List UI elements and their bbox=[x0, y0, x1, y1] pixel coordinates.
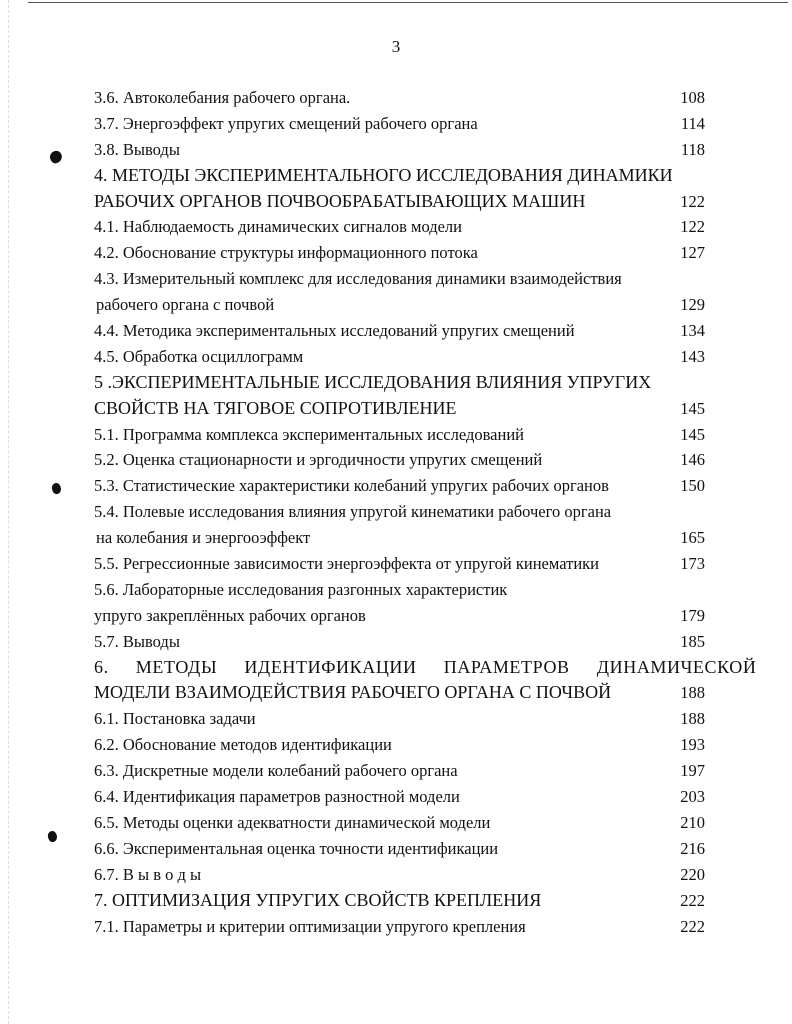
toc-page-number: 146 bbox=[680, 450, 705, 470]
toc-page-number: 188 bbox=[680, 683, 705, 703]
toc-page-number: 150 bbox=[680, 476, 705, 496]
toc-page-number: 197 bbox=[680, 761, 705, 781]
toc-entry: 5.6. Лабораторные исследования разгонных характеристик bbox=[94, 579, 508, 599]
toc-entry: 6.7. В ы в о д ы 220 bbox=[94, 862, 708, 888]
scan-left-edge bbox=[8, 0, 9, 1024]
toc-entry: 6.6. Экспериментальная оценка точности идентификации 216 bbox=[94, 836, 708, 862]
toc-page-number: 222 bbox=[680, 916, 705, 936]
toc-page-number: 193 bbox=[680, 735, 705, 755]
toc-entry: 6.4. Идентификация параметров разностной модели 203 bbox=[94, 784, 708, 810]
toc-page-number: 203 bbox=[680, 787, 705, 807]
toc-entry: 5.4. Полевые исследования влияния упругой кинематики рабочего органа bbox=[94, 502, 612, 522]
toc-page-number: 108 bbox=[680, 88, 705, 107]
toc-chapter-heading: 4. МЕТОДЫ ЭКСПЕРИМЕНТАЛЬНОГО ИССЛЕДОВАНИЯ ДИНАМИКИ bbox=[94, 164, 673, 185]
toc-chapter-heading: 5 .ЭКСПЕРИМЕНТАЛЬНЫЕ ИССЛЕДОВАНИЯ ВЛИЯНИЯ УПРУГИХ bbox=[94, 371, 652, 392]
toc-entry: 5.3. Статистические характеристики колебаний упругих рабочих органов 150 bbox=[94, 473, 708, 499]
toc-page-number: 118 bbox=[680, 139, 705, 159]
toc-entry: 4.3. Измерительный комплекс для исследования динамики взаимодействия bbox=[94, 269, 622, 289]
toc-page-number: 222 bbox=[680, 890, 705, 910]
toc-entry: 6.3. Дискретные модели колебаний рабочего органа 197 bbox=[94, 758, 708, 784]
toc-page-number: 220 bbox=[680, 864, 705, 884]
toc-entry: рабочего органа с почвой 129 bbox=[94, 292, 708, 318]
toc-page-number: 143 bbox=[680, 346, 705, 366]
toc-chapter-heading: РАБОЧИХ ОРГАНОВ ПОЧВООБРАБАТЫВАЮЩИХ МАШИН 122 bbox=[94, 189, 708, 215]
toc-entry: 5.1. Программа комплекса экспериментальных исследований 145 bbox=[94, 422, 708, 448]
toc-page-number: 134 bbox=[680, 321, 705, 341]
toc-entry: 4.4. Методика экспериментальных исследований упругих смещений 134 bbox=[94, 318, 708, 344]
toc-entry: 4.2. Обоснование структуры информационного потока 127 bbox=[94, 240, 708, 266]
binder-hole-mark bbox=[50, 482, 62, 495]
toc-chapter-heading: СВОЙСТВ НА ТЯГОВОЕ СОПРОТИВЛЕНИЕ 145 bbox=[94, 396, 708, 422]
toc-page-number: 216 bbox=[680, 838, 705, 858]
toc-chapter-heading: МОДЕЛИ ВЗАИМОДЕЙСТВИЯ РАБОЧЕГО ОРГАНА С ПОЧВОЙ 188 bbox=[94, 680, 708, 706]
toc-entry: 4.1. Наблюдаемость динамических сигналов модели 122 bbox=[94, 214, 708, 240]
toc-entry: 3.7. Энергоэффект упругих смещений рабочего органа 114 bbox=[94, 111, 708, 137]
binder-hole-mark bbox=[46, 830, 58, 843]
toc-entry: 6.1. Постановка задачи 188 bbox=[94, 706, 708, 732]
toc-entry: 7.1. Параметры и критерии оптимизации упругого крепления 222 bbox=[94, 914, 708, 940]
toc-entry: 3.8. Выводы 118 bbox=[94, 137, 708, 163]
toc-page-number: 165 bbox=[680, 528, 705, 548]
toc-page-number: 122 bbox=[680, 217, 705, 237]
toc-entry: 3.6. Автоколебания рабочего органа. 108 bbox=[94, 85, 708, 111]
table-of-contents bbox=[94, 85, 757, 939]
toc-entry: 6.5. Методы оценки адекватности динамической модели 210 bbox=[94, 810, 708, 836]
toc-chapter-heading: 7. ОПТИМИЗАЦИЯ УПРУГИХ СВОЙСТВ КРЕПЛЕНИЯ 222 bbox=[94, 888, 708, 914]
toc-page-number: 185 bbox=[680, 631, 705, 651]
toc-page-number: 188 bbox=[680, 709, 705, 729]
scan-top-edge bbox=[28, 2, 788, 3]
toc-entry: 6.2. Обоснование методов идентификации 193 bbox=[94, 732, 708, 758]
toc-entry: 5.2. Оценка стационарности и эргодичности упругих смещений 146 bbox=[94, 447, 708, 473]
toc-entry: 5.5. Регрессионные зависимости энергоэффекта от упругой кинематики 173 bbox=[94, 551, 708, 577]
toc-page-number: 122 bbox=[680, 191, 705, 211]
toc-page-number: 145 bbox=[680, 424, 705, 444]
toc-entry: упруго закреплённых рабочих органов 179 bbox=[94, 603, 708, 629]
toc-page-number: 173 bbox=[680, 554, 705, 574]
toc-page-number: 210 bbox=[680, 812, 705, 832]
toc-page-number: 114 bbox=[680, 113, 705, 133]
toc-entry: 4.5. Обработка осциллограмм 143 bbox=[94, 344, 708, 370]
page-number: 3 bbox=[391, 37, 401, 56]
toc-page-number: 179 bbox=[680, 605, 705, 625]
binder-hole-mark bbox=[48, 149, 63, 164]
toc-chapter-heading: 6. МЕТОДЫ ИДЕНТИФИКАЦИИ ПАРАМЕТРОВ ДИНАМИЧЕСКОЙ bbox=[94, 656, 757, 677]
toc-page-number: 145 bbox=[680, 398, 705, 418]
toc-page-number: 129 bbox=[680, 295, 705, 315]
toc-page-number: 127 bbox=[680, 243, 705, 263]
toc-entry: 5.7. Выводы 185 bbox=[94, 629, 708, 655]
toc-entry: на колебания и энергооэффект 165 bbox=[94, 525, 708, 551]
